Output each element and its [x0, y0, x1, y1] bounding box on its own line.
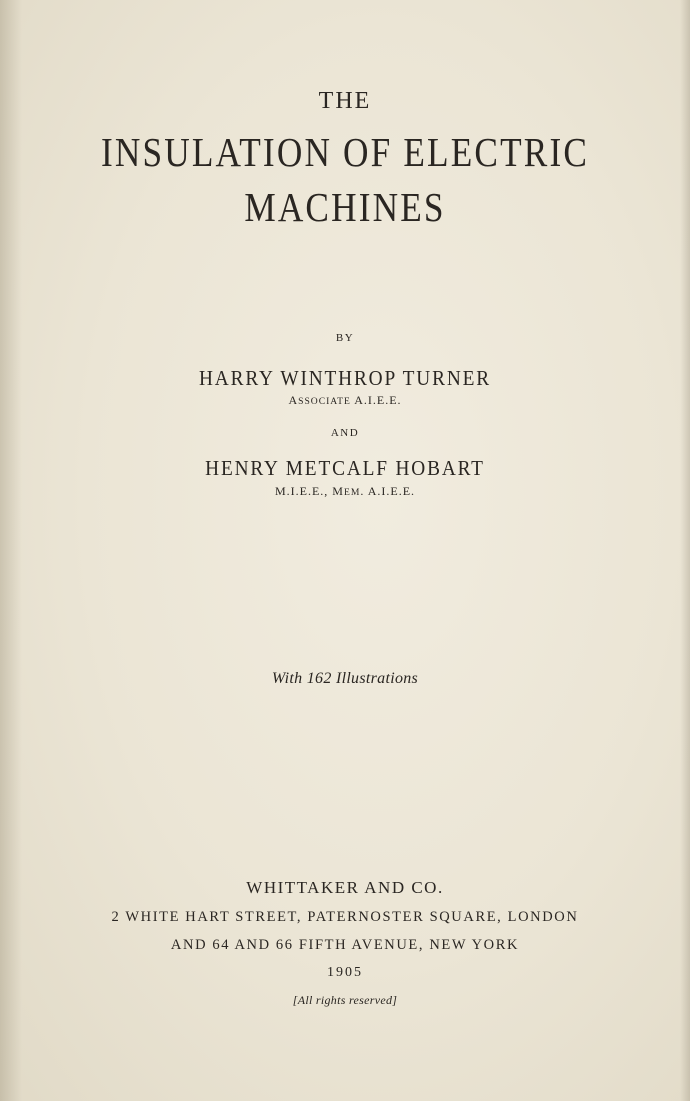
book-title-line-2: MACHINES	[244, 184, 446, 230]
author-1-affiliation-prefix: A	[288, 393, 299, 407]
book-title-line-1: INSULATION OF ELECTRIC	[100, 129, 590, 175]
publisher-address-line-2: AND 64 AND 66 FIFTH AVENUE, NEW YORK	[170, 937, 520, 953]
by-label: BY	[335, 332, 355, 344]
publisher-address-line-1: 2 WHITE HART STREET, PATERNOSTER SQUARE, LONDON	[111, 909, 579, 925]
publication-year: 1905	[327, 965, 363, 980]
author-2-affiliation-prefix: M.I.E.E., M	[274, 484, 344, 498]
author-2-name: HENRY METCALF HOBART	[205, 456, 485, 480]
rights-notice: [All rights reserved]	[292, 993, 398, 1007]
author-2-affiliation-suffix: . A.I.E.E.	[360, 484, 416, 498]
author-1-name: HARRY WINTHROP TURNER	[199, 366, 491, 390]
author-1-affiliation-smallcaps: SSOCIATE	[298, 396, 351, 407]
author-2-affiliation	[0, 484, 690, 499]
and-label: AND	[330, 427, 360, 439]
illustrations-note: With 162 Illustrations	[271, 670, 419, 687]
publisher-name: WHITTAKER AND CO.	[246, 878, 444, 897]
author-1-affiliation	[0, 393, 690, 408]
title-article: THE	[318, 88, 372, 114]
author-2-affiliation-smallcaps: EM	[343, 487, 361, 498]
author-1-affiliation-suffix: A.I.E.E.	[350, 393, 402, 407]
